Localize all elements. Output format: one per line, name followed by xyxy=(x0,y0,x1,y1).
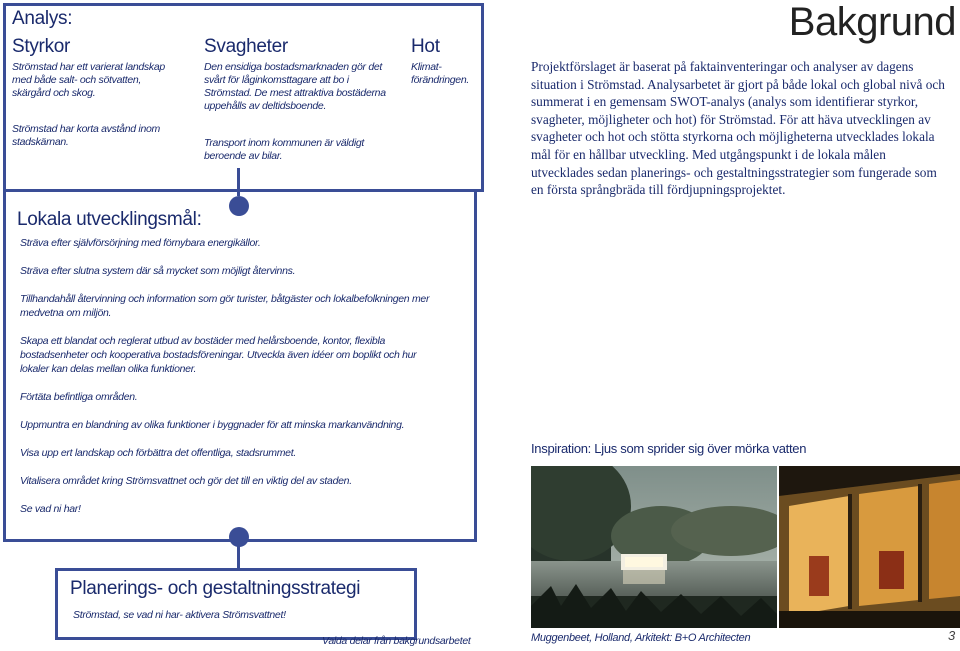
analys-title: Analys: xyxy=(12,8,73,29)
strategy-subtitle: Strömstad, se vad ni har- aktivera Strömsvattnet! xyxy=(73,609,286,621)
goal-item: Vitalisera området kring Strömsvattnet och gör det till en viktig del av staden. xyxy=(20,475,352,487)
bakgrund-text: Projektförslaget är baserat på faktainventeringar och analyser av dagens situation i Strömstad. Analysarbetet är gjort på både lokal och global nivå och summerat i en gemensam SWOT-analys (analys som identifierar styrkor, svagheter, möjligheter och hot) för Strömstad. För att häva utvecklingen av svagheter och hot och stötta styrkorna och möjligheterna utvecklades lokala mål för en hållbar utveckling. Med utgångspunkt i de lokala målen utvecklades sedan planerings- och gestaltningsstrategier som fungerade som en första språngbräda till fördjupningsprojektet. xyxy=(531,59,945,198)
svagheter-text-2: Transport inom kommunen är väldigt beroende av bilar. xyxy=(204,137,365,162)
styrkor-title: Styrkor xyxy=(12,36,71,57)
styrkor-text: Strömstad har ett varierat landskap med både salt- och sötvatten, skärgård och skog. xyxy=(12,61,165,99)
hot-text: Klimat-förändringen. xyxy=(411,61,469,86)
goals-list xyxy=(20,236,440,516)
svagheter-text: Den ensidiga bostadsmarknaden gör det svårt för låginkomsttagare att bo i Strömstad. De mest attraktiva bostäderna uppehålls av deltidsboende. xyxy=(204,61,386,112)
hot-title: Hot xyxy=(411,36,440,57)
connector-dot-bottom xyxy=(229,527,249,547)
goal-item: Visa upp ert landskap och förbättra det offentliga, stadsrummet. xyxy=(20,447,296,459)
goals-title: Lokala utvecklingsmål: xyxy=(17,209,202,230)
lake-pavilion-photo xyxy=(531,466,777,628)
inspiration-caption: Inspiration: Ljus som sprider sig över mörka vatten xyxy=(531,441,807,456)
goal-item: Tillhandahåll återvinning och information som gör turister, båtgäster och lokalbefolkningen mer medvetna om miljön. xyxy=(20,293,430,319)
valda-caption: Valda delar från bakgrundsarbetet xyxy=(322,635,471,647)
goal-item: Sträva efter slutna system där så mycket som möjligt återvinns. xyxy=(20,265,296,277)
connector-line-top xyxy=(237,168,240,196)
bakgrund-title: Bakgrund xyxy=(788,0,956,44)
styrkor-text-2: Strömstad har korta avstånd inom stadskärnan. xyxy=(12,123,160,148)
illuminated-house-photo xyxy=(779,466,960,628)
photo-caption: Muggenbeet, Holland, Arkitekt: B+O Architecten xyxy=(531,632,751,644)
svagheter-title: Svagheter xyxy=(204,36,288,57)
goal-item: Förtäta befintliga områden. xyxy=(20,391,138,403)
goal-item: Skapa ett blandat och reglerat utbud av bostäder med helårsboende, kontor, flexibla bostadsenheter och kooperativa bostadsföreningar. Utveckla även idéer om boplikt och hur lokaler kan delas mellan olika funktioner. xyxy=(20,335,417,375)
strategy-title: Planerings- och gestaltningsstrategi xyxy=(70,578,361,599)
page-number: 3 xyxy=(948,628,956,643)
goal-item: Sträva efter självförsörjning med förnybara energikällor. xyxy=(20,237,261,249)
goal-item: Se vad ni har! xyxy=(20,503,81,515)
goal-item: Uppmuntra en blandning av olika funktioner i byggnader för att minska markanvändning. xyxy=(20,419,405,431)
connector-dot-top xyxy=(229,196,249,216)
